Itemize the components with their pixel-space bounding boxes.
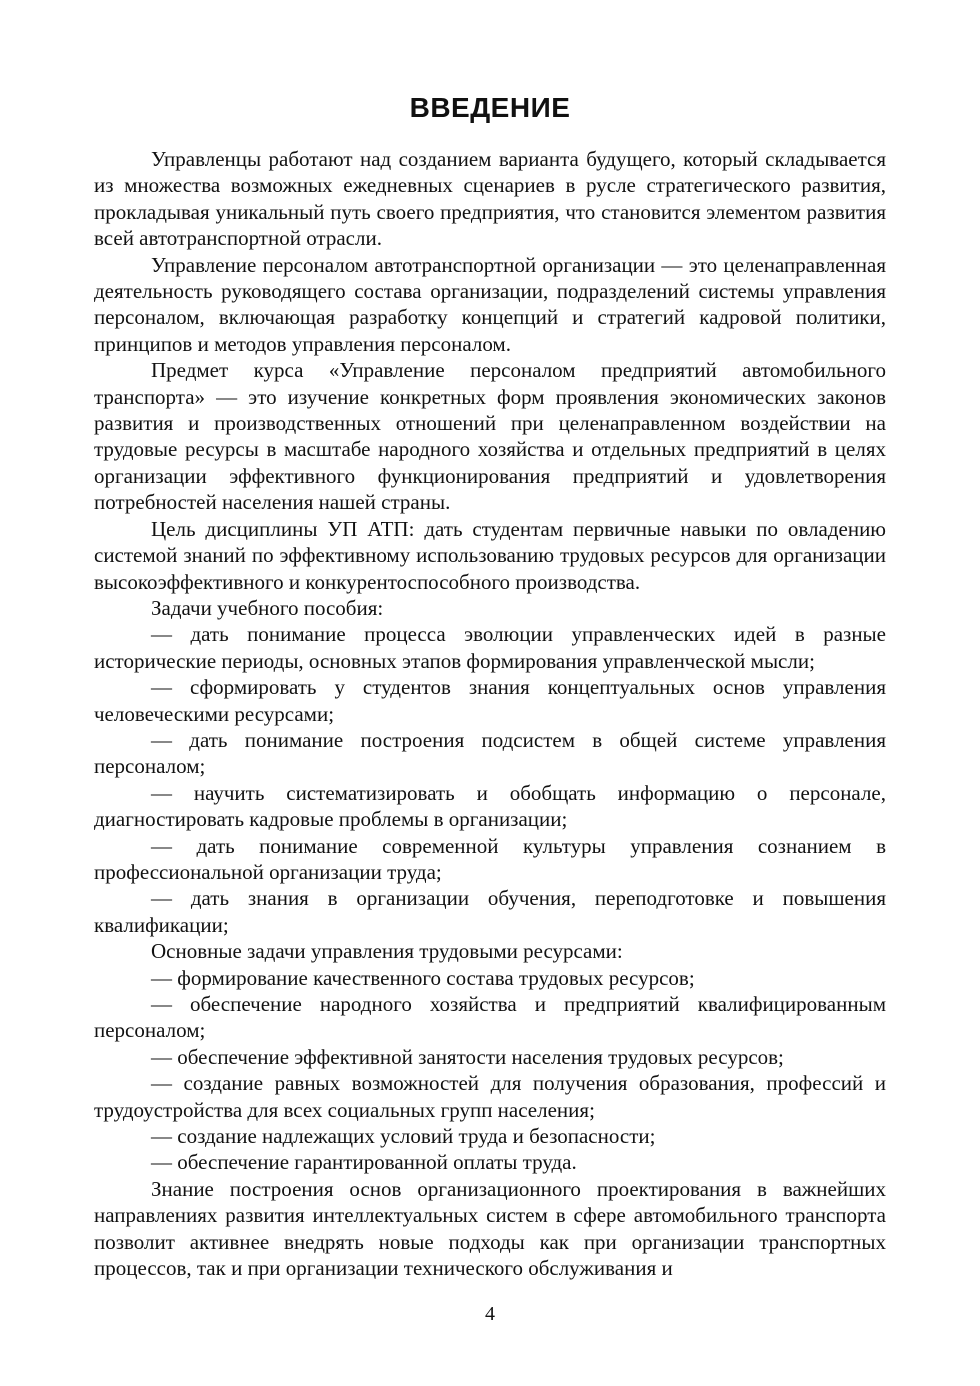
paragraph-tasks-heading: Задачи учебного пособия:	[151, 595, 384, 620]
list-item: — создание равных возможностей для получения образования, профессий и трудоустройства для всех социальных групп населения;	[94, 1071, 886, 1122]
paragraph-intro: Управленцы работают над созданием варианта будущего, который складывается из множества возможных ежедневных сценариев в русле стратегического развития, прокладывая уникальный путь своего предприятия, что становится элементом развития всей автотранспортной отрасли.	[94, 147, 886, 251]
paragraph-goal: Цель дисциплины УП АТП: дать студентам первичные навыки по овладению системой знаний по эффективному использованию трудовых ресурсов для организации высокоэффективного и конкурентоспособного производства.	[94, 516, 886, 594]
list-item: — сформировать у студентов знания концептуальных основ управления человеческими ресурсами;	[94, 675, 886, 726]
list-item: — дать понимание построения подсистем в общей системе управления персоналом;	[94, 727, 886, 779]
page-title: ВВЕДЕНИЕ	[409, 92, 571, 123]
paragraph-main-tasks-heading: Основные задачи управления трудовыми ресурсами:	[151, 939, 623, 964]
paragraph-conclusion: Знание построения основ организационного проектирования в важнейших направлениях развития интеллектуальных систем в сфере автомобильного транспорта позволит активнее внедрять новые подходы как при организации транспортных процессов, так и при организации технического обслуживания и	[94, 1176, 886, 1281]
list-item: — дать понимание современной культуры управления сознанием в профессиональной организации труда;	[94, 833, 886, 884]
page-number: 4	[485, 1303, 495, 1325]
paragraph-definition: Управление персоналом автотранспортной организации — это целенаправленная деятельность руководящего состава организации, подразделений системы управления персоналом, включающая разработку концепций и стратегий кадровой политики, принципов и методов управления персоналом.	[94, 252, 886, 356]
list-item: — дать понимание процесса эволюции управленческих идей в разные исторические периоды, основных этапов формирования управленческой мысли;	[94, 622, 886, 673]
list-item: — научить систематизировать и обобщать информацию о персонале, диагностировать кадровые проблемы в организации;	[94, 780, 886, 832]
list-item: — обеспечение гарантированной оплаты труда.	[151, 1150, 577, 1175]
list-item: — формирование качественного состава трудовых ресурсов;	[151, 965, 695, 990]
paragraph-subject: Предмет курса «Управление персоналом предприятий автомобильного транспорта» — это изучение конкретных форм проявления экономических законов развития и производственных отношений при целенаправленном воздействии на трудовые ресурсы в масштабе народного хозяйства и отдельных предприятий в целях организации эффективного функционирования предприятий и удовлетворения потребностей населения нашей страны.	[94, 358, 886, 515]
list-item: — создание надлежащих условий труда и безопасности;	[151, 1124, 656, 1149]
list-item: — обеспечение народного хозяйства и предприятий квалифицированным персоналом;	[94, 992, 886, 1043]
list-item: — обеспечение эффективной занятости населения трудовых ресурсов;	[151, 1044, 784, 1069]
list-item: — дать знания в организации обучения, переподготовке и повышения квалификации;	[94, 886, 886, 937]
body-text	[94, 146, 886, 1281]
